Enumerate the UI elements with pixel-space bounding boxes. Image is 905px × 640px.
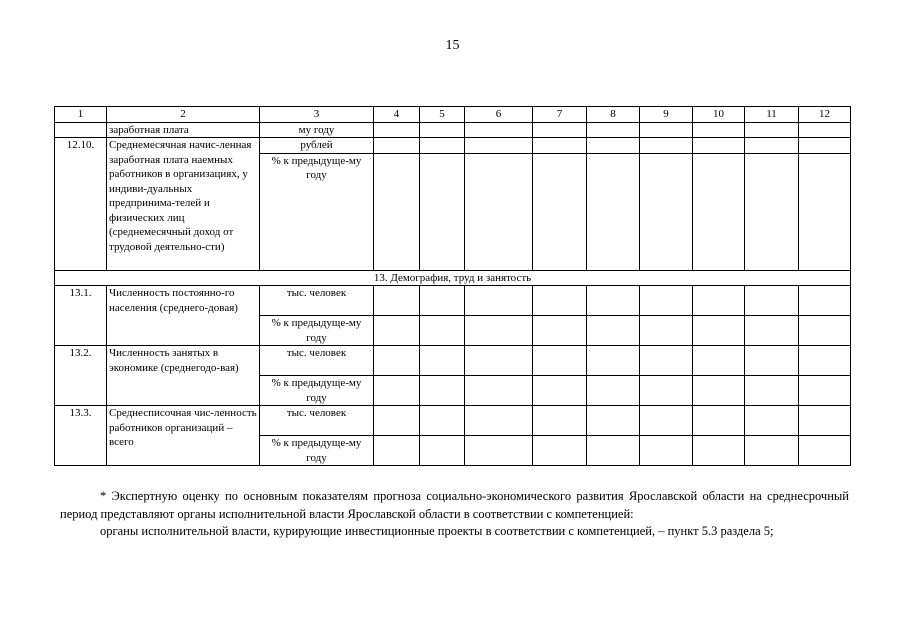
- indicator-name: Среднесписочная чис-ленность работников организаций – всего: [107, 406, 260, 466]
- header-cell: 12: [799, 107, 851, 123]
- row-number: 13.3.: [55, 406, 107, 466]
- header-cell: 6: [465, 107, 533, 123]
- header-cell: 11: [745, 107, 799, 123]
- table-row: [55, 406, 851, 436]
- unit-cell: % к предыдуще-му году: [260, 316, 374, 346]
- indicator-name: Среднемесячная начис-ленная заработная плата наемных работников в организациях, у индиви-дуальных предпринима-телей и физических лиц (среднемесячный доход от трудовой деятельно-сти): [107, 138, 260, 271]
- table-header-row: [55, 107, 851, 123]
- header-cell: 10: [693, 107, 745, 123]
- section-row: [55, 270, 851, 286]
- page-number: 15: [445, 38, 460, 53]
- unit-cell: тыс. человек: [260, 286, 374, 316]
- header-cell: 2: [107, 107, 260, 123]
- unit-cell: тыс. человек: [260, 346, 374, 376]
- indicator-name: заработная плата: [107, 122, 260, 138]
- unit-cell: рублей: [260, 138, 374, 154]
- row-number: 13.1.: [55, 286, 107, 346]
- forecast-table: [54, 106, 851, 466]
- section-title: 13. Демография, труд и занятость: [55, 270, 851, 286]
- header-cell: 3: [260, 107, 374, 123]
- row-number: 12.10.: [55, 138, 107, 271]
- table-row: [55, 346, 851, 376]
- footnote: [60, 488, 849, 541]
- table-row: [55, 286, 851, 316]
- footnote-paragraph: органы исполнительной власти, курирующие инвестиционные проекты в соответствии с компетенцией, – пункт 5.3 раздела 5;: [100, 524, 774, 538]
- header-cell: 8: [587, 107, 640, 123]
- unit-cell: тыс. человек: [260, 406, 374, 436]
- header-cell: 4: [374, 107, 420, 123]
- unit-cell: % к предыдуще-му году: [260, 436, 374, 466]
- unit-cell: % к предыдуще-му году: [260, 153, 374, 270]
- header-cell: 1: [55, 107, 107, 123]
- header-cell: 7: [533, 107, 587, 123]
- row-number: 13.2.: [55, 346, 107, 406]
- table-row: [55, 138, 851, 154]
- table-row: [55, 122, 851, 138]
- footnote-paragraph: * Экспертную оценку по основным показателям прогноза социально-экономического развития Ярославской области на среднесрочный период представляют органы исполнительной власти Ярославской области в соответствии с компетенцией:: [60, 489, 849, 521]
- header-cell: 9: [640, 107, 693, 123]
- unit-cell: % к предыдуще-му году: [260, 376, 374, 406]
- indicator-name: Численность занятых в экономике (среднегодо-вая): [107, 346, 260, 406]
- unit-cell: му году: [260, 122, 374, 138]
- header-cell: 5: [420, 107, 465, 123]
- indicator-name: Численность постоянно-го населения (среднего-довая): [107, 286, 260, 346]
